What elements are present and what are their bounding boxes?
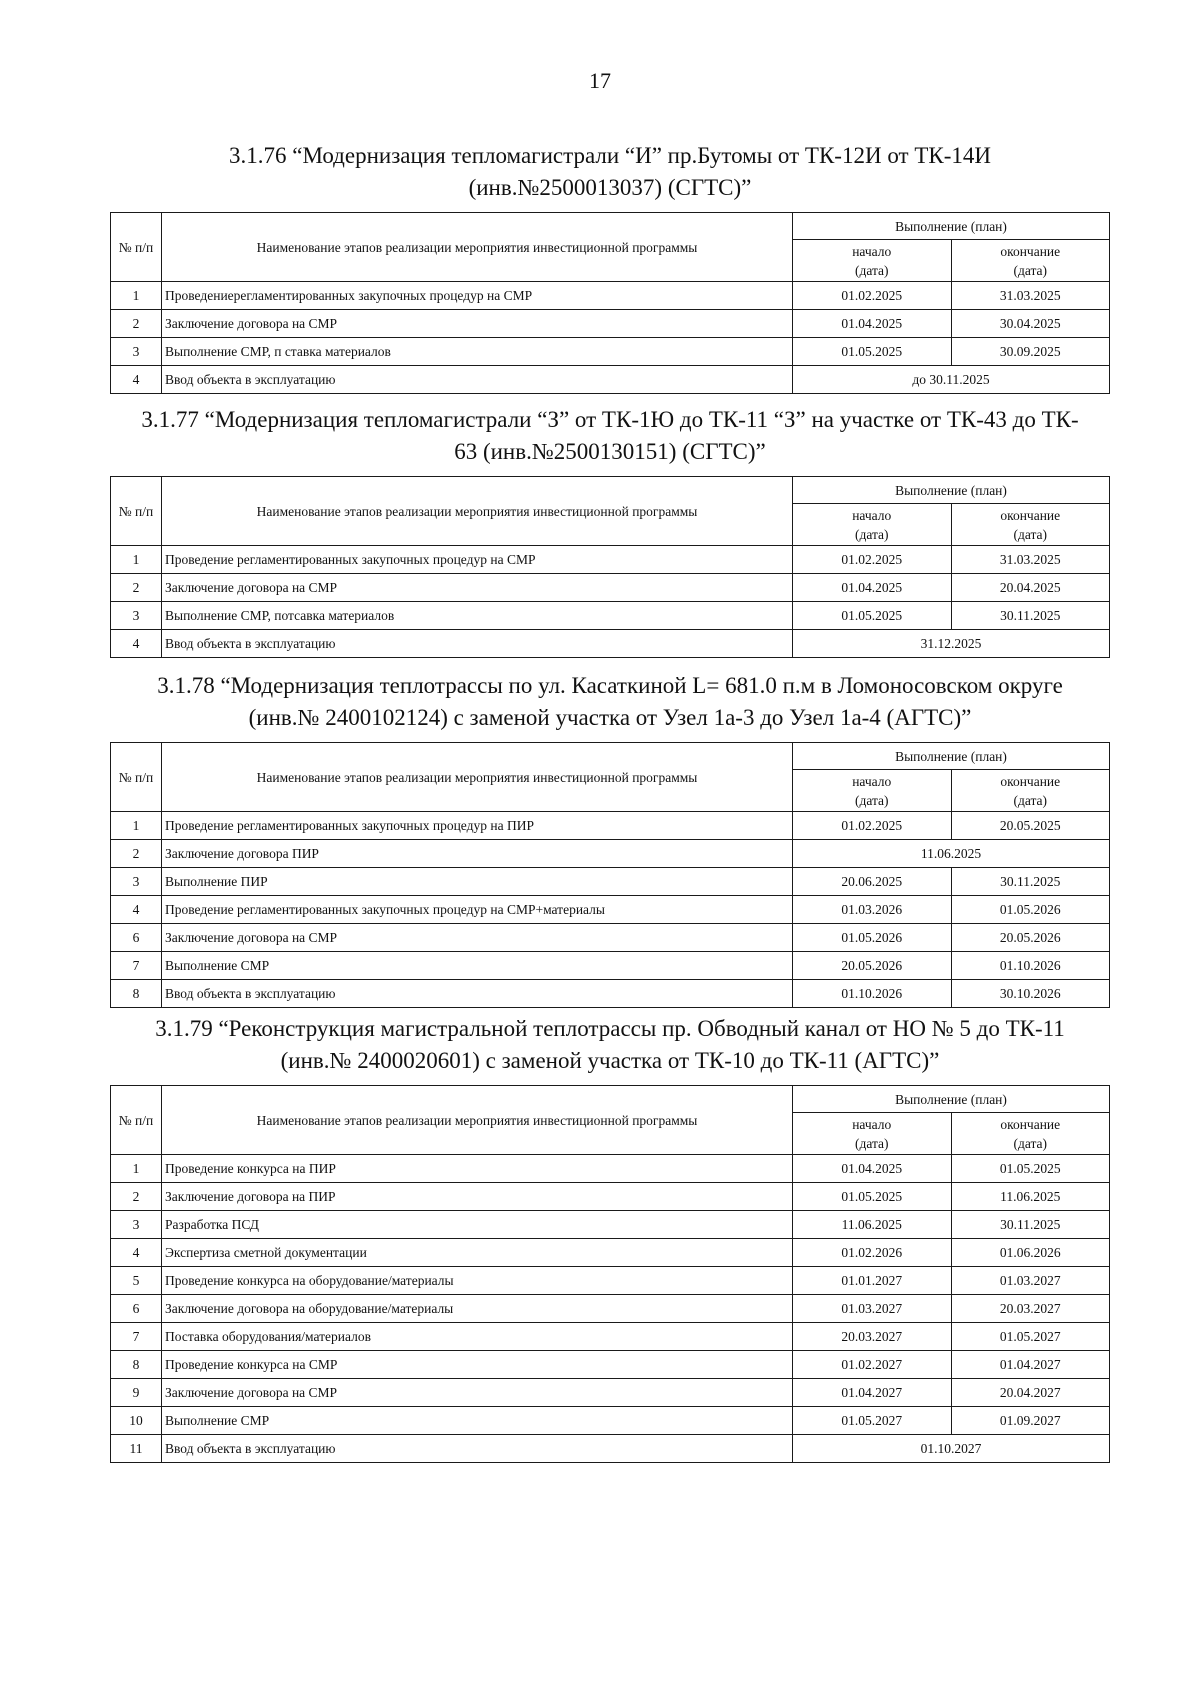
- start-date: 01.01.2027: [793, 1267, 952, 1295]
- table-row: [111, 952, 1110, 980]
- table-header-row: [111, 1086, 1110, 1113]
- end-date: 20.03.2027: [951, 1295, 1110, 1323]
- plan-section: [110, 404, 1110, 658]
- start-date: 01.05.2025: [793, 1183, 952, 1211]
- row-number: 6: [111, 1295, 162, 1323]
- column-header-end: [951, 770, 1110, 812]
- plan-section: [110, 140, 1110, 394]
- table-header-row: [111, 743, 1110, 770]
- stage-name: Заключение договора на ПИР: [162, 1183, 793, 1211]
- start-date: 01.03.2027: [793, 1295, 952, 1323]
- section-title-line: 3.1.77 “Модернизация тепломагистрали “З” от ТК-1Ю до ТК-11 “З” на участке от ТК-43 до ТК-: [141, 407, 1079, 432]
- end-date: 20.05.2026: [951, 924, 1110, 952]
- stage-name: Заключение договора на СМР: [162, 924, 793, 952]
- table-row: [111, 338, 1110, 366]
- section-title-line: 3.1.76 “Модернизация тепломагистрали “И” пр.Бутомы от ТК-12И от ТК-14И: [229, 143, 991, 168]
- header-text: окончание: [1000, 773, 1061, 789]
- table-row: [111, 1407, 1110, 1435]
- start-date: 20.03.2027: [793, 1323, 952, 1351]
- start-date: 01.02.2027: [793, 1351, 952, 1379]
- table-row: [111, 924, 1110, 952]
- end-date: 30.10.2026: [951, 980, 1110, 1008]
- stage-name: Ввод объекта в эксплуатацию: [162, 980, 793, 1008]
- column-header-stage-name: Наименование этапов реализации мероприятия инвестиционной программы: [162, 743, 793, 812]
- stage-name: Выполнение СМР: [162, 1407, 793, 1435]
- stage-name: Экспертиза сметной документации: [162, 1239, 793, 1267]
- row-number: 11: [111, 1435, 162, 1463]
- stage-name: Заключение договора на СМР: [162, 574, 793, 602]
- end-date: 30.04.2025: [951, 310, 1110, 338]
- row-number: 2: [111, 574, 162, 602]
- section-title-line: (инв.№ 2400102124) с заменой участка от Узел 1а-3 до Узел 1а-4 (АГТС)”: [248, 705, 972, 730]
- section-title-line: 63 (инв.№2500130151) (СГТС)”: [454, 439, 766, 464]
- end-date: 30.11.2025: [951, 1211, 1110, 1239]
- stage-name: Выполнение СМР, потсавка материалов: [162, 602, 793, 630]
- column-header-start: [793, 1113, 952, 1155]
- table-row: [111, 1351, 1110, 1379]
- table-row: [111, 366, 1110, 394]
- start-date: 01.02.2025: [793, 812, 952, 840]
- end-date: 31.03.2025: [951, 282, 1110, 310]
- row-number: 7: [111, 1323, 162, 1351]
- stage-name: Выполнение СМР: [162, 952, 793, 980]
- stage-name: Заключение договора на оборудование/материалы: [162, 1295, 793, 1323]
- schedule-table: [110, 742, 1110, 1008]
- stage-name: Ввод объекта в эксплуатацию: [162, 630, 793, 658]
- table-row: [111, 282, 1110, 310]
- header-text: (дата): [854, 1135, 889, 1151]
- row-number: 1: [111, 812, 162, 840]
- column-header-number: № п/п: [111, 743, 162, 812]
- stage-name: Заключение договора на СМР: [162, 1379, 793, 1407]
- column-header-stage-name: Наименование этапов реализации мероприятия инвестиционной программы: [162, 477, 793, 546]
- end-date: 20.05.2025: [951, 812, 1110, 840]
- row-number: 7: [111, 952, 162, 980]
- start-date: 01.03.2026: [793, 896, 952, 924]
- schedule-table: [110, 476, 1110, 658]
- stage-name: Заключение договора ПИР: [162, 840, 793, 868]
- stage-name: Заключение договора на СМР: [162, 310, 793, 338]
- column-header-stage-name: Наименование этапов реализации мероприятия инвестиционной программы: [162, 213, 793, 282]
- plan-section: [110, 670, 1110, 1008]
- table-header-row: [111, 213, 1110, 240]
- start-date: 01.04.2025: [793, 1155, 952, 1183]
- table-row: [111, 1323, 1110, 1351]
- section-title: [110, 140, 1110, 204]
- header-text: окончание: [1000, 1116, 1061, 1132]
- start-date: 01.05.2027: [793, 1407, 952, 1435]
- row-number: 3: [111, 338, 162, 366]
- table-row: [111, 1435, 1110, 1463]
- table-row: [111, 1295, 1110, 1323]
- end-date: 30.11.2025: [951, 602, 1110, 630]
- table-row: [111, 980, 1110, 1008]
- column-header-number: № п/п: [111, 1086, 162, 1155]
- row-number: 6: [111, 924, 162, 952]
- section-title-line: 3.1.79 “Реконструкция магистральной теплотрассы пр. Обводный канал от НО № 5 до ТК-11: [155, 1016, 1065, 1041]
- stage-name: Проведение конкурса на оборудование/материалы: [162, 1267, 793, 1295]
- table-row: [111, 1267, 1110, 1295]
- column-header-start: [793, 504, 952, 546]
- header-text: (дата): [854, 526, 889, 542]
- table-header-row: [111, 477, 1110, 504]
- row-number: 5: [111, 1267, 162, 1295]
- table-row: [111, 868, 1110, 896]
- header-text: начало: [852, 1116, 892, 1132]
- column-header-number: № п/п: [111, 477, 162, 546]
- deadline-date: 01.10.2027: [793, 1435, 1110, 1463]
- stage-name: Выполнение СМР, п ставка материалов: [162, 338, 793, 366]
- end-date: 20.04.2027: [951, 1379, 1110, 1407]
- end-date: 01.05.2025: [951, 1155, 1110, 1183]
- row-number: 9: [111, 1379, 162, 1407]
- start-date: 01.02.2026: [793, 1239, 952, 1267]
- row-number: 4: [111, 366, 162, 394]
- header-text: начало: [852, 773, 892, 789]
- end-date: 01.05.2026: [951, 896, 1110, 924]
- header-text: (дата): [1013, 792, 1048, 808]
- column-header-number: № п/п: [111, 213, 162, 282]
- start-date: 20.05.2026: [793, 952, 952, 980]
- row-number: 4: [111, 1239, 162, 1267]
- end-date: 01.06.2026: [951, 1239, 1110, 1267]
- schedule-table: [110, 1085, 1110, 1463]
- stage-name: Проведение конкурса на ПИР: [162, 1155, 793, 1183]
- stage-name: Проведениерегламентированных закупочных процедур на СМР: [162, 282, 793, 310]
- header-text: (дата): [1013, 262, 1048, 278]
- end-date: 01.10.2026: [951, 952, 1110, 980]
- table-row: [111, 630, 1110, 658]
- stage-name: Ввод объекта в эксплуатацию: [162, 1435, 793, 1463]
- start-date: 01.02.2025: [793, 282, 952, 310]
- start-date: 01.04.2025: [793, 310, 952, 338]
- stage-name: Проведение регламентированных закупочных процедур на ПИР: [162, 812, 793, 840]
- row-number: 10: [111, 1407, 162, 1435]
- section-title: [110, 404, 1110, 468]
- section-title-line: (инв.№2500013037) (СГТС)”: [468, 175, 752, 200]
- end-date: 01.03.2027: [951, 1267, 1110, 1295]
- start-date: 01.05.2025: [793, 338, 952, 366]
- table-row: [111, 1183, 1110, 1211]
- end-date: 01.05.2027: [951, 1323, 1110, 1351]
- header-text: (дата): [1013, 1135, 1048, 1151]
- row-number: 2: [111, 310, 162, 338]
- start-date: 01.02.2025: [793, 546, 952, 574]
- start-date: 01.10.2026: [793, 980, 952, 1008]
- row-number: 4: [111, 630, 162, 658]
- table-row: [111, 812, 1110, 840]
- end-date: 20.04.2025: [951, 574, 1110, 602]
- deadline-date: до 30.11.2025: [793, 366, 1110, 394]
- start-date: 01.05.2026: [793, 924, 952, 952]
- start-date: 01.04.2025: [793, 574, 952, 602]
- deadline-date: 11.06.2025: [793, 840, 1110, 868]
- column-header-start: [793, 770, 952, 812]
- stage-name: Проведение регламентированных закупочных процедур на СМР+материалы: [162, 896, 793, 924]
- start-date: 01.04.2027: [793, 1379, 952, 1407]
- row-number: 8: [111, 1351, 162, 1379]
- table-row: [111, 896, 1110, 924]
- row-number: 3: [111, 1211, 162, 1239]
- table-row: [111, 546, 1110, 574]
- start-date: 01.05.2025: [793, 602, 952, 630]
- column-header-execution: Выполнение (план): [793, 743, 1110, 770]
- row-number: 1: [111, 546, 162, 574]
- section-title-line: 3.1.78 “Модернизация теплотрассы по ул. Касаткиной L= 681.0 п.м в Ломоносовском округе: [157, 673, 1063, 698]
- page-number: 17: [589, 68, 611, 93]
- plan-section: [110, 1013, 1110, 1463]
- row-number: 3: [111, 868, 162, 896]
- header-text: начало: [852, 243, 892, 259]
- end-date: 11.06.2025: [951, 1183, 1110, 1211]
- deadline-date: 31.12.2025: [793, 630, 1110, 658]
- stage-name: Поставка оборудования/материалов: [162, 1323, 793, 1351]
- column-header-end: [951, 504, 1110, 546]
- end-date: 30.09.2025: [951, 338, 1110, 366]
- table-row: [111, 1379, 1110, 1407]
- stage-name: Разработка ПСД: [162, 1211, 793, 1239]
- row-number: 4: [111, 896, 162, 924]
- column-header-end: [951, 1113, 1110, 1155]
- row-number: 3: [111, 602, 162, 630]
- stage-name: Проведение регламентированных закупочных процедур на СМР: [162, 546, 793, 574]
- end-date: 30.11.2025: [951, 868, 1110, 896]
- section-title-line: (инв.№ 2400020601) с заменой участка от ТК-10 до ТК-11 (АГТС)”: [280, 1048, 940, 1073]
- table-row: [111, 1155, 1110, 1183]
- section-title: [110, 670, 1110, 734]
- end-date: 31.03.2025: [951, 546, 1110, 574]
- header-text: (дата): [854, 792, 889, 808]
- row-number: 1: [111, 282, 162, 310]
- schedule-table: [110, 212, 1110, 394]
- table-row: [111, 602, 1110, 630]
- table-row: [111, 310, 1110, 338]
- column-header-execution: Выполнение (план): [793, 477, 1110, 504]
- section-title: [110, 1013, 1110, 1077]
- row-number: 8: [111, 980, 162, 1008]
- header-text: (дата): [854, 262, 889, 278]
- header-text: (дата): [1013, 526, 1048, 542]
- column-header-execution: Выполнение (план): [793, 213, 1110, 240]
- row-number: 1: [111, 1155, 162, 1183]
- end-date: 01.09.2027: [951, 1407, 1110, 1435]
- stage-name: Выполнение ПИР: [162, 868, 793, 896]
- table-row: [111, 840, 1110, 868]
- table-row: [111, 1239, 1110, 1267]
- header-text: окончание: [1000, 243, 1061, 259]
- column-header-execution: Выполнение (план): [793, 1086, 1110, 1113]
- column-header-stage-name: Наименование этапов реализации мероприятия инвестиционной программы: [162, 1086, 793, 1155]
- header-text: начало: [852, 507, 892, 523]
- end-date: 01.04.2027: [951, 1351, 1110, 1379]
- start-date: 20.06.2025: [793, 868, 952, 896]
- column-header-end: [951, 240, 1110, 282]
- start-date: 11.06.2025: [793, 1211, 952, 1239]
- table-row: [111, 574, 1110, 602]
- row-number: 2: [111, 840, 162, 868]
- column-header-start: [793, 240, 952, 282]
- table-row: [111, 1211, 1110, 1239]
- header-text: окончание: [1000, 507, 1061, 523]
- stage-name: Проведение конкурса на СМР: [162, 1351, 793, 1379]
- row-number: 2: [111, 1183, 162, 1211]
- stage-name: Ввод объекта в эксплуатацию: [162, 366, 793, 394]
